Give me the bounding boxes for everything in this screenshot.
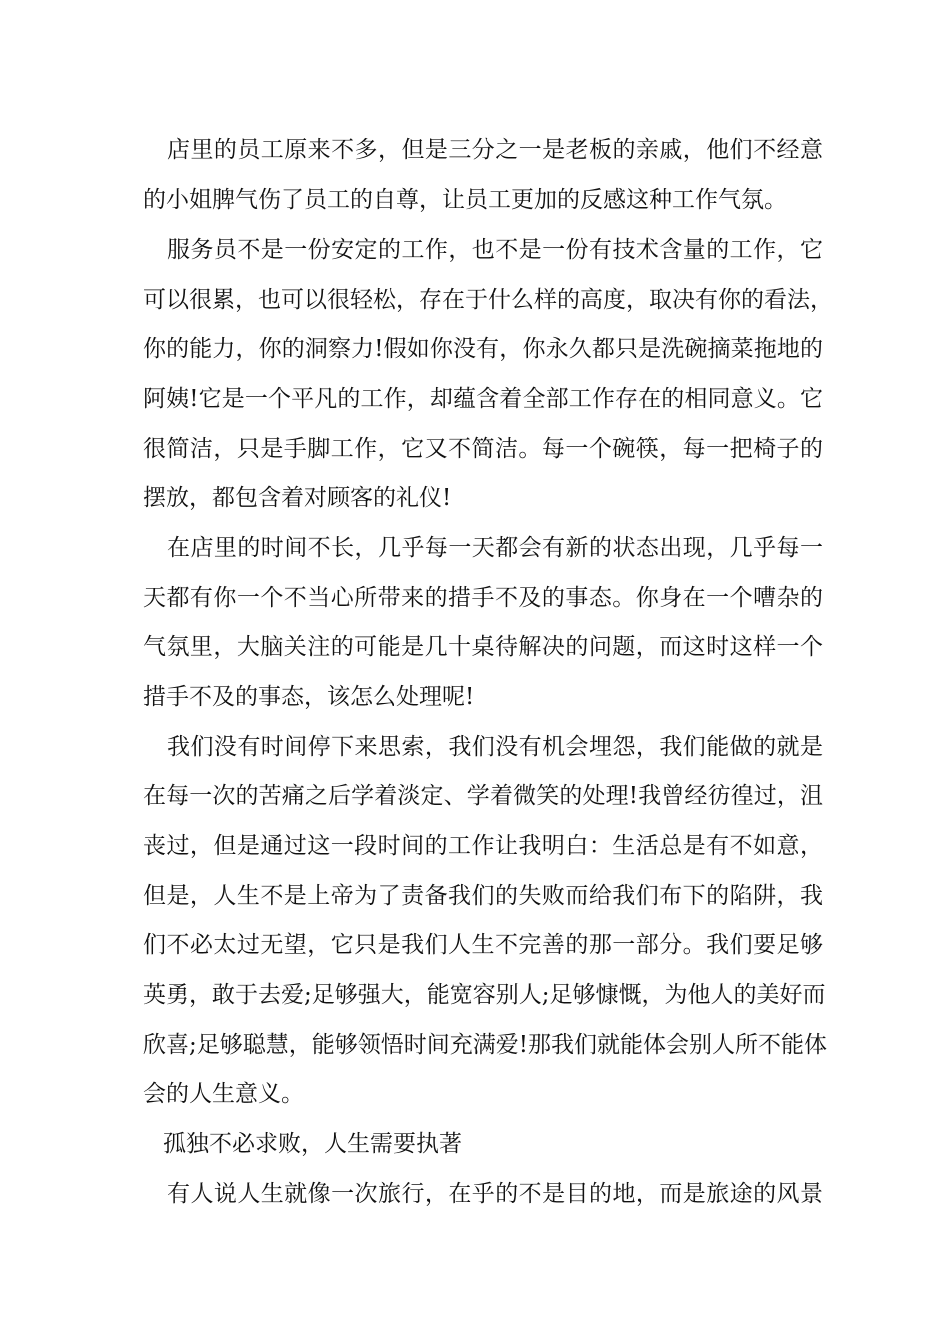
text-line: 的小姐脾气伤了员工的自尊，让员工更加的反感这种工作气氛。 — [143, 187, 787, 213]
text-line: 在每一次的苦痛之后学着淡定、学着微笑的处理!我曾经彷徨过，沮 — [143, 783, 823, 809]
text-line: 会的人生意义。 — [143, 1081, 304, 1107]
text-line: 们不必太过无望，它只是我们人生不完善的那一部分。我们要足够 — [143, 932, 823, 958]
text-line: 店里的员工原来不多，但是三分之一是老板的亲戚，他们不经意 — [167, 137, 823, 163]
section-heading: 孤独不必求败，人生需要执著 — [163, 1131, 462, 1157]
text-line: 可以很累，也可以很轻松，存在于什么样的高度，取决有你的看法， — [143, 287, 833, 313]
text-line: 英勇，敢于去爱;足够强大，能宽容别人;足够慷慨，为他人的美好而 — [143, 982, 826, 1008]
text-line: 气氛里，大脑关注的可能是几十桌待解决的问题，而这时这样一个 — [143, 634, 823, 660]
text-line: 服务员不是一份安定的工作，也不是一份有技术含量的工作，它 — [167, 237, 823, 263]
text-line: 但是，人生不是上帝为了责备我们的失败而给我们布下的陷阱，我 — [143, 883, 823, 909]
text-line: 措手不及的事态，该怎么处理呢! — [143, 684, 475, 710]
text-line: 很简洁，只是手脚工作，它又不简洁。每一个碗筷，每一把椅子的 — [143, 436, 823, 462]
text-line: 阿姨!它是一个平凡的工作，却蕴含着全部工作存在的相同意义。它 — [143, 386, 823, 412]
text-line: 欣喜;足够聪慧，能够领悟时间充满爱!那我们就能体会别人所不能体 — [143, 1032, 827, 1058]
text-line: 我们没有时间停下来思索，我们没有机会埋怨，我们能做的就是 — [167, 734, 823, 760]
text-line: 丧过，但是通过这一段时间的工作让我明白：生活总是有不如意， — [143, 833, 823, 859]
text-line: 天都有你一个不当心所带来的措手不及的事态。你身在一个嘈杂的 — [143, 585, 823, 611]
text-line: 有人说人生就像一次旅行，在乎的不是目的地，而是旅途的风景 — [167, 1181, 823, 1207]
text-line: 摆放，都包含着对顾客的礼仪! — [143, 485, 452, 511]
text-line: 在店里的时间不长，几乎每一天都会有新的状态出现，几乎每一 — [167, 535, 823, 561]
text-line: 你的能力，你的洞察力!假如你没有，你永久都只是洗碗摘菜拖地的 — [143, 336, 823, 362]
